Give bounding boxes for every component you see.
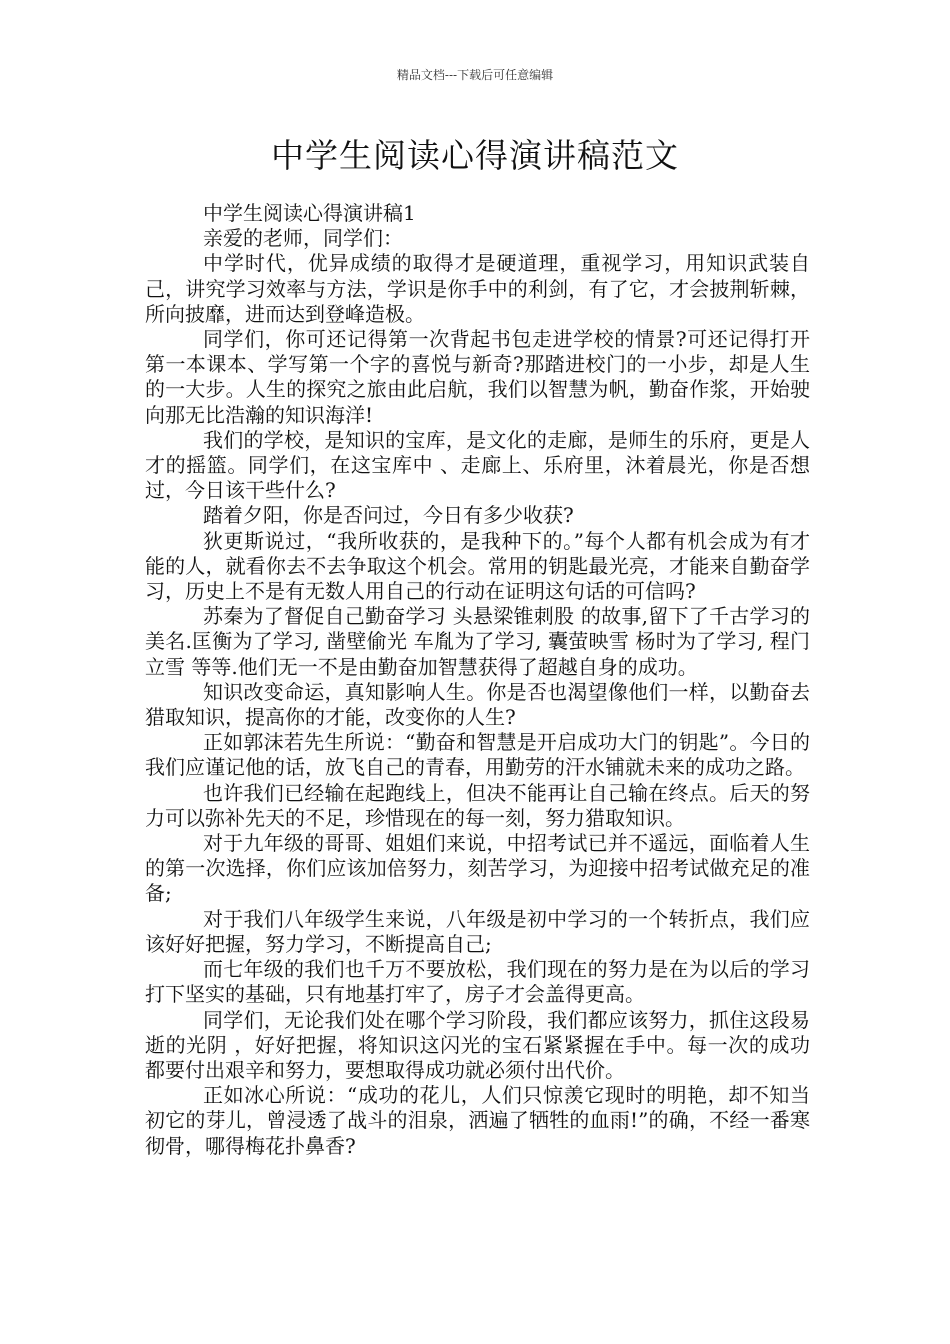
- paragraph: 对于我们八年级学生来说，八年级是初中学习的一个转折点，我们应该好好把握，努力学习，不断提高自己;: [145, 906, 810, 956]
- paragraph: 而七年级的我们也千万不要放松，我们现在的努力是在为以后的学习打下坚实的基础，只有地基打牢了，房子才会盖得更高。: [145, 957, 810, 1007]
- paragraph: 亲爱的老师，同学们：: [203, 226, 403, 251]
- paragraph: 苏秦为了督促自己勤奋学习 头悬梁锥刺股 的故事,留下了千古学习的美名.匡衡为了学习, 凿壁偷光 车胤为了学习, 囊萤映雪 杨时为了学习, 程门立雪 等等.他们无一不是由勤奋加智慧获得了超越自身的成功。: [145, 604, 810, 679]
- paragraph: 中学时代，优异成绩的取得才是硬道理，重视学习，用知识武装自己，讲究学习效率与方法，学识是你手中的利剑，有了它，才会披荆斩棘，所向披靡，进而达到登峰造极。: [145, 251, 810, 326]
- paragraph: 狄更斯说过，“我所收获的，是我种下的。”每个人都有机会成为有才能的人，就看你去不去争取这个机会。常用的钥匙最光亮，才能来自勤奋学习，历史上不是有无数人用自己的行动在证明这句话的可信吗?: [145, 528, 810, 604]
- paragraph: 正如冰心所说：“成功的花儿，人们只惊羡它现时的明艳，却不知当初它的芽儿，曾浸透了战斗的泪泉，洒遍了牺牲的血雨!”的确，不经一番寒彻骨，哪得梅花扑鼻香?: [145, 1083, 810, 1158]
- paragraph: 踏着夕阳，你是否问过，今日有多少收获?: [203, 503, 574, 528]
- paragraph: 对于九年级的哥哥、姐姐们来说，中招考试已并不遥远，面临着人生的第一次选择，你们应该加倍努力，刻苦学习，为迎接中招考试做充足的准备;: [145, 831, 810, 906]
- paragraph: 同学们，无论我们处在哪个学习阶段，我们都应该努力，抓住这段易逝的光阴 ，好好把握，将知识这闪光的宝石紧紧握在手中。每一次的成功都要付出艰辛和努力，要想取得成功就必须付出代价。: [145, 1007, 810, 1082]
- header-watermark: 精品文档---下载后可任意编辑: [396, 68, 554, 82]
- paragraph: 正如郭沫若先生所说：“勤奋和智慧是开启成功大门的钥匙”。今日的我们应谨记他的话，放飞自己的青春，用勤劳的汗水铺就未来的成功之路。: [145, 730, 810, 780]
- paragraph: 知识改变命运，真知影响人生。你是否也渴望像他们一样，以勤奋去猎取知识，提高你的才能，改变你的人生?: [145, 679, 810, 730]
- paragraph: 同学们，你可还记得第一次背起书包走进学校的情景?可还记得打开第一本课本、学写第一个字的喜悦与新奇?那踏进校门的一小步，却是人生的一大步。人生的探究之旅由此启航，我们以智慧为帆，勤奋作浆，开始驶向那无比浩瀚的知识海洋!: [145, 327, 810, 427]
- document-body: [145, 201, 810, 1159]
- paragraph: 中学生阅读心得演讲稿1: [203, 201, 416, 225]
- paragraph: 也许我们已经输在起跑线上，但决不能再让自己输在终点。后天的努力可以弥补先天的不足，珍惜现在的每一刻，努力猎取知识。: [145, 780, 810, 830]
- paragraph: 我们的学校，是知识的宝库，是文化的走廊，是师生的乐府，更是人才的摇篮。同学们，在这宝库中 、走廊上、乐府里，沐着晨光，你是否想过，今日该干些什么?: [145, 427, 810, 503]
- document-title: 中学生阅读心得演讲稿范文: [271, 136, 679, 175]
